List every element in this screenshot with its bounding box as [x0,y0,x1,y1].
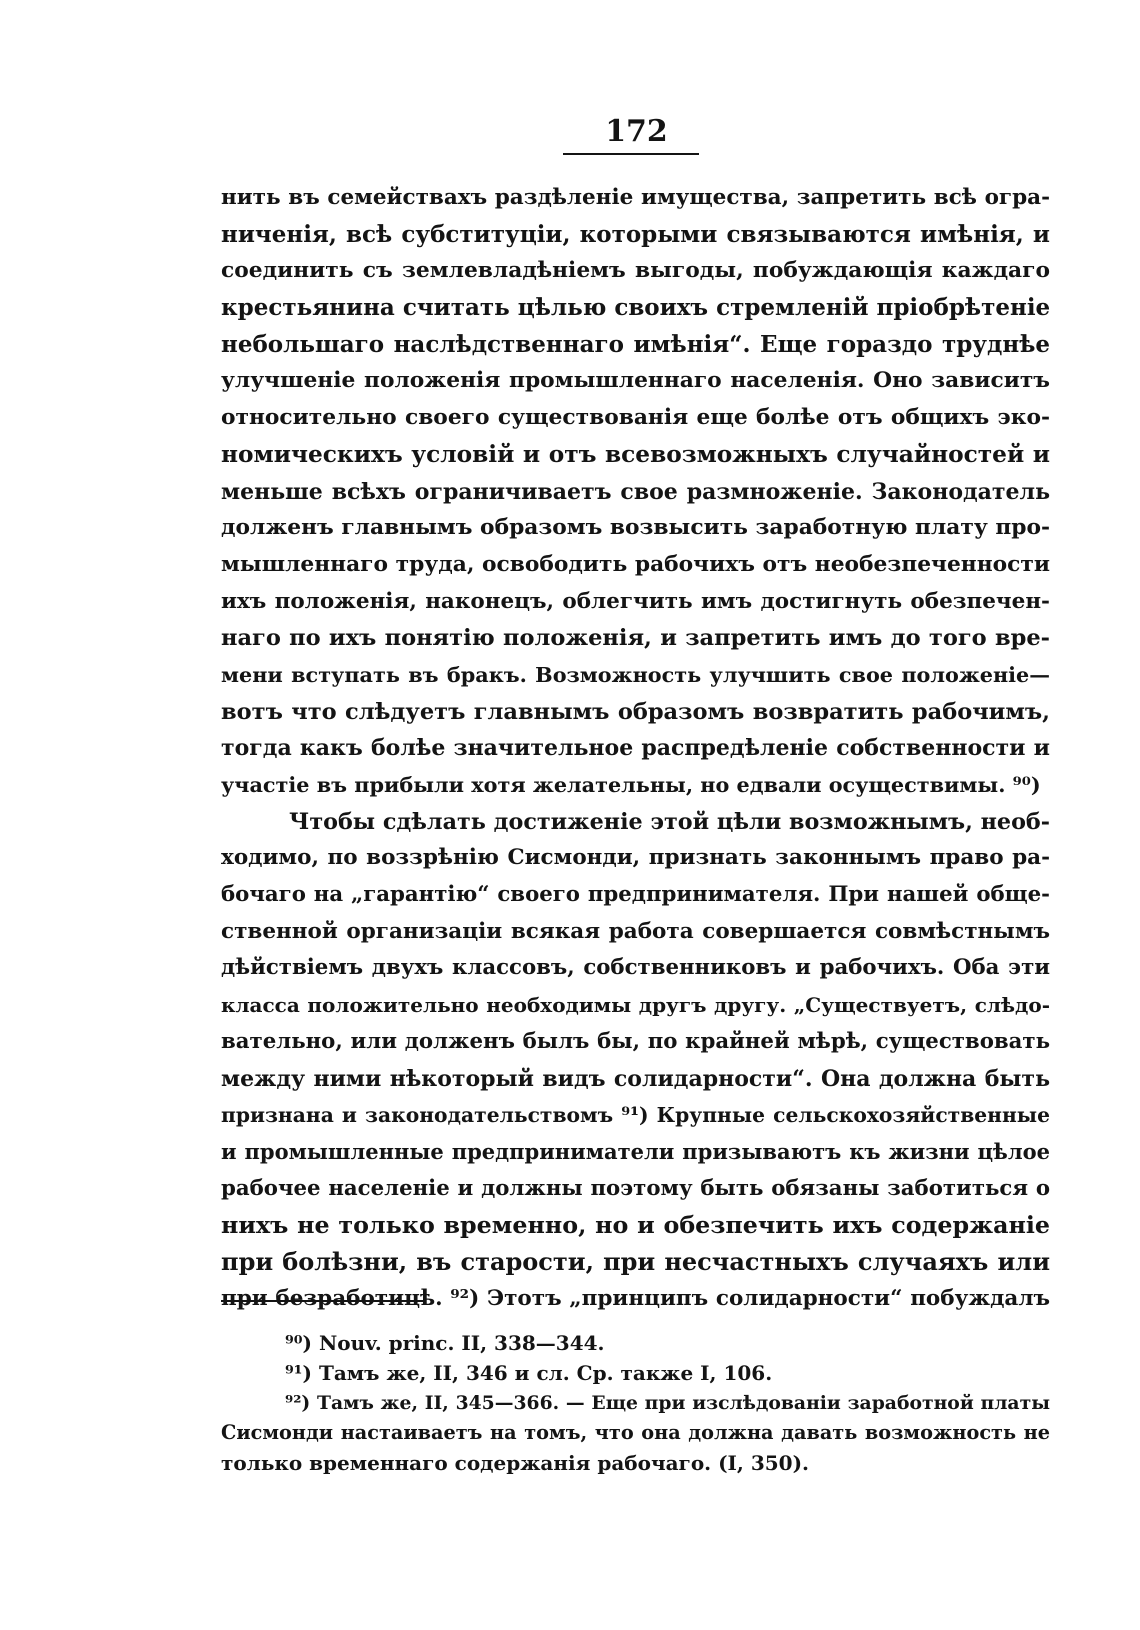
text-line: ихъ положенія, наконецъ, облегчить имъ достигнуть обезпечен- [221,588,1050,614]
text-line: рабочее населеніе и должны поэтому быть обязаны заботиться о [221,1175,1050,1201]
text-line: при болѣзни, въ старости, при несчастныхъ случаяхъ или [221,1246,1050,1276]
text-line: класса положительно необходимы другъ другу. „Существуетъ, слѣдо- [221,993,1050,1018]
text-line: ходимо, по воззрѣнію Сисмонди, признать законнымъ право ра- [221,845,1050,871]
text-line: признана и законодательствомъ ⁹¹) Крупные сельскохозяйственные [221,1103,1050,1128]
text-line: тогда какъ болѣе значительное распредѣленіе собственности и [221,735,1050,762]
footnote-92: ⁹²) Тамъ же, II, 345—366. — Еще при изслѣдованіи заработной платы [285,1392,1050,1414]
text-line: при безработицѣ. ⁹²) Этотъ „принципъ солидарности“ побуждалъ [221,1285,1050,1311]
text-line: наго по ихъ понятію положенія, и запретить имъ до того вре- [221,625,1050,652]
text-line: дѣйствіемъ двухъ классовъ, собственниковъ и рабочихъ. Оба эти [221,955,1050,981]
text-line: нить въ семействахъ раздѣленіе имущества, запретить всѣ огра- [221,185,1050,210]
text-line: мышленнаго труда, освободить рабочихъ отъ необезпеченности [221,551,1050,577]
text-line: вательно, или долженъ былъ бы, по крайней мѣрѣ, существовать [221,1028,1050,1054]
footnote-92-continued: Сисмонди настаиваетъ на томъ, что она должна давать возможность не [221,1421,1050,1444]
text-line: небольшаго наслѣдственнаго имѣнія“. Еще гораздо труднѣе [221,330,1050,358]
text-line: мени вступать въ бракъ. Возможность улучшить свое положеніе— [221,662,1050,687]
text-line: бочаго на „гарантію“ своего предпринимателя. При нашей обще- [221,882,1050,908]
footnote-90: ⁹⁰) Nouv. princ. II, 338—344. [285,1331,605,1355]
footnote-91: ⁹¹) Тамъ же, II, 346 и сл. Ср. также I, 106. [285,1361,773,1385]
body-text [221,180,1050,1317]
text-line: и промышленные предприниматели призываютъ къ жизни цѣлое [221,1138,1050,1164]
text-line: ниченія, всѣ субституціи, которыми связываются имѣнія, и [221,220,1050,248]
header-rule [563,153,699,155]
footnote-separator [221,1300,426,1302]
text-line: улучшеніе положенія промышленнаго населенія. Оно зависитъ [221,368,1050,394]
text-line: долженъ главнымъ образомъ возвысить заработную плату про- [221,515,1050,541]
text-line: нихъ не только временно, но и обезпечить ихъ содержаніе [221,1211,1050,1240]
footnotes [221,1328,1050,1478]
text-line: соединить съ землевладѣніемъ выгоды, побуждающія каждаго [221,258,1050,284]
text-line: вотъ что слѣдуетъ главнымъ образомъ возвратить рабочимъ, [221,698,1050,725]
text-line: между ними нѣкоторый видъ солидарности“. Она должна быть [221,1065,1050,1092]
paragraph-start-line: Чтобы сдѣлать достиженіе этой цѣли возможнымъ, необ- [289,808,1050,835]
text-line: ственной организаціи всякая работа совершается совмѣстнымъ [221,918,1050,944]
text-line: крестьянина считать цѣлью своихъ стремленій пріобрѣтеніе [221,294,1051,322]
text-line: номическихъ условій и отъ всевозможныхъ случайностей и [221,440,1050,468]
text-line: участіе въ прибыли хотя желательны, но едвали осуществимы. ⁹⁰) [221,773,1041,797]
text-line: меньше всѣхъ ограничиваетъ свое размноженіе. Законодатель [221,478,1050,505]
text-line: относительно своего существованія еще болѣе отъ общихъ эко- [221,405,1050,431]
footnote-92-continued: только временнаго содержанія рабочаго. (I, 350). [221,1451,809,1475]
page-number: 172 [605,114,668,149]
